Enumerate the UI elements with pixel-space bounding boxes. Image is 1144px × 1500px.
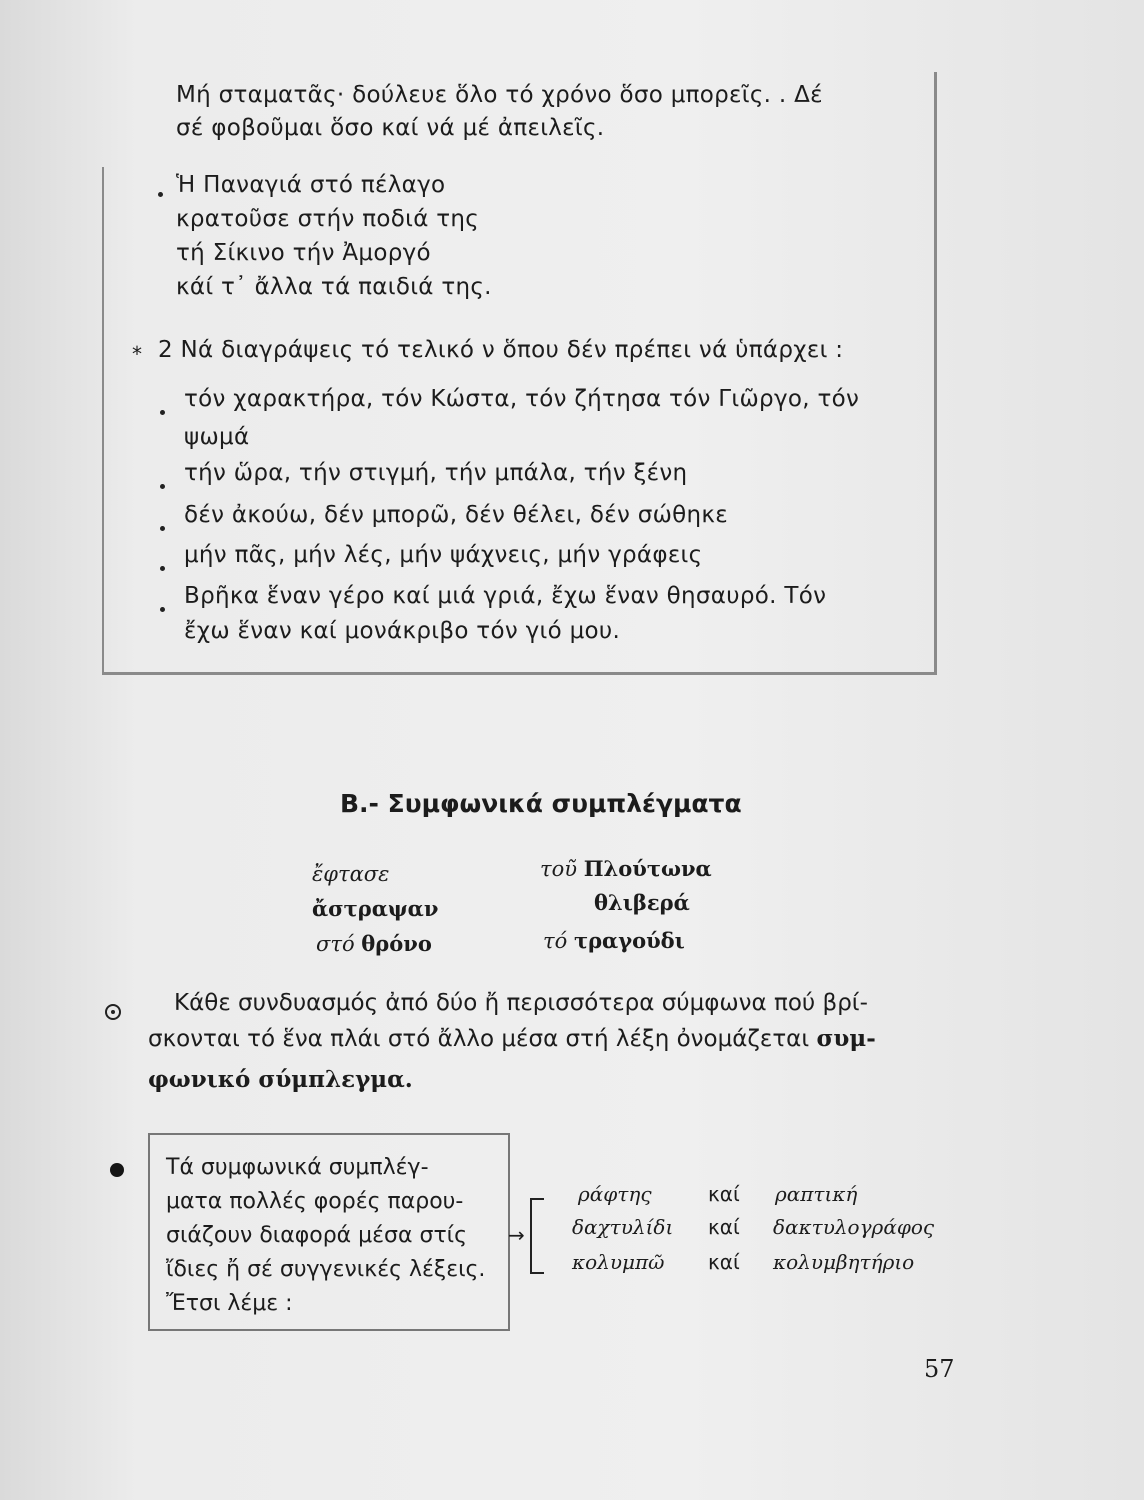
pair-conjunction: καί xyxy=(708,1215,740,1239)
rule-icon xyxy=(105,1004,121,1020)
bullet-icon xyxy=(160,607,165,612)
exercise-item: ἔχω ἕναν καί μονάκριβο τόν γιό μου. xyxy=(184,618,621,644)
exercise-item: μήν πᾶς, μήν λές, μήν ψάχνεις, μήν γράφεις xyxy=(184,542,703,568)
arrow-right-icon: → xyxy=(508,1223,525,1247)
rule-text: σκονται τό ἕνα πλάι στό ἄλλο μέσα στή λέξη ὀνομάζεται συμ- xyxy=(148,1025,876,1052)
section-title: Β.- Συμφωνικά συμπλέγματα xyxy=(340,789,742,818)
pair-conjunction: καί xyxy=(708,1182,740,1206)
example-word: τό τραγούδι xyxy=(543,928,685,953)
exercise-item: τήν ὥρα, τήν στιγμή, τήν μπάλα, τήν ξένη xyxy=(184,460,688,486)
page-number: 57 xyxy=(924,1355,955,1383)
exercise-instruction: 2 Νά διαγράψεις τό τελικό ν ὅπου δέν πρέπει νά ὑπάρχει : xyxy=(158,337,844,363)
bullet-icon xyxy=(160,526,165,531)
text-line: Μή σταματᾶς· δούλευε ὅλο τό χρόνο ὅσο μπορεῖς. . Δέ xyxy=(176,82,823,108)
example-word: τοῦ Πλούτωνα xyxy=(540,856,712,881)
note-line: Τά συμφωνικά συμπλέγ- xyxy=(166,1155,429,1180)
pair-word: ραπτική xyxy=(775,1182,858,1206)
bullet-icon xyxy=(160,484,165,489)
example-word: θλιβερά xyxy=(594,890,690,915)
exercise-item: τόν χαρακτήρα, τόν Κώστα, τόν ζήτησα τόν Γιῶργο, τόν xyxy=(184,386,860,412)
note-line: ἴδιες ἤ σέ συγγενικές λέξεις. xyxy=(166,1257,486,1282)
pair-word: κολυμπῶ xyxy=(572,1250,665,1274)
pair-word: δαχτυλίδι xyxy=(572,1215,674,1239)
text-line: σέ φοβοῦμαι ὅσο καί νά μέ ἀπειλεῖς. xyxy=(176,115,605,141)
example-word: ἔφτασε xyxy=(312,862,390,886)
rule-text: φωνικό σύμπλεγμα. xyxy=(148,1066,413,1093)
bullet-icon xyxy=(160,410,165,415)
bullet-icon xyxy=(158,192,163,197)
bracket xyxy=(530,1198,544,1274)
rule-text: Κάθε συνδυασμός ἀπό δύο ἤ περισσότερα σύμφωνα πού βρί- xyxy=(174,990,868,1016)
poem-line: κρατοῦσε στήν ποδιά της xyxy=(176,206,480,232)
example-word: ἄστραψαν xyxy=(312,896,439,921)
exercise-item: δέν ἀκούω, δέν μπορῶ, δέν θέλει, δέν σώθηκε xyxy=(184,502,728,528)
example-word: στό θρόνο xyxy=(316,931,432,956)
exercise-item: ψωμά xyxy=(184,424,250,450)
box-left-border xyxy=(102,167,104,672)
note-line: ματα πολλές φορές παρου- xyxy=(166,1189,464,1214)
poem-line: Ἡ Παναγιά στό πέλαγο xyxy=(176,172,446,198)
note-line: Ἔτσι λέμε : xyxy=(166,1291,293,1316)
pair-word: δακτυλογράφος xyxy=(773,1215,935,1239)
pair-word: ράφτης xyxy=(578,1182,652,1206)
star-icon: * xyxy=(132,342,142,366)
bullet-icon xyxy=(160,566,165,571)
poem-line: κάί τ᾽ ἄλλα τά παιδιά της. xyxy=(176,274,492,300)
exercise-item: Βρῆκα ἕναν γέρο καί μιά γριά, ἔχω ἕναν θησαυρό. Τόν xyxy=(184,583,827,609)
bullet-icon xyxy=(110,1163,124,1177)
note-box xyxy=(148,1133,510,1331)
note-line: σιάζουν διαφορά μέσα στίς xyxy=(166,1223,468,1248)
poem-line: τή Σίκινο τήν Ἀμοργό xyxy=(176,240,431,266)
pair-conjunction: καί xyxy=(708,1250,740,1274)
pair-word: κολυμβητήριο xyxy=(773,1250,915,1274)
